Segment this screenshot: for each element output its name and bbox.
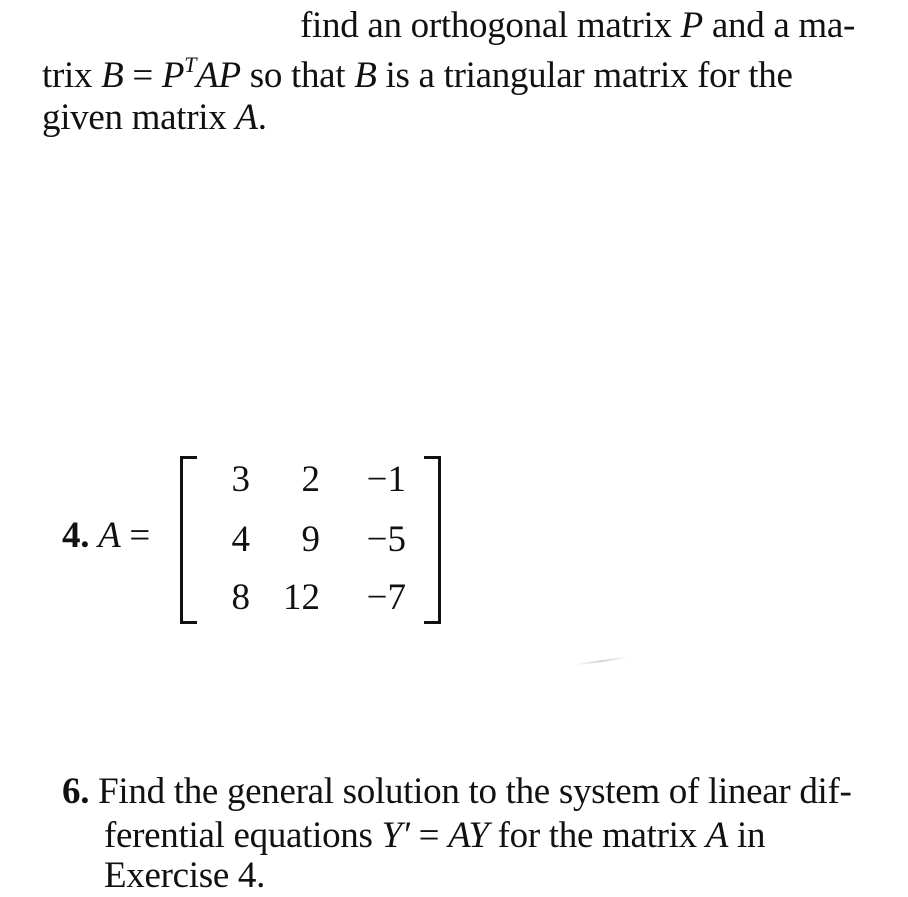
- matrix-cell-r3c3: −7: [366, 577, 406, 618]
- transpose-superscript: T: [184, 52, 197, 77]
- matrix-cell-r1c1: 3: [231, 459, 250, 500]
- intro-line-2-tail: is a triangular matrix for the: [376, 55, 793, 96]
- intro-line-2-pre: trix: [42, 55, 102, 96]
- problem-6-line-2-tail: in: [728, 815, 766, 856]
- problem-6-line-2-pre: ferential equations: [104, 815, 382, 856]
- matrix-right-bracket: [424, 456, 441, 624]
- var-P-transpose: P: [161, 55, 185, 96]
- matrix-cell-r2c3: −5: [366, 519, 406, 560]
- equals-sign: =: [123, 55, 162, 96]
- intro-line-1-text: find an orthogonal matrix: [300, 5, 681, 46]
- var-Y-prime: Y′: [381, 815, 410, 856]
- problem-6-text-1: Find the general solution to the system of linear dif-: [98, 771, 852, 812]
- matrix-cell-r2c1: 4: [231, 519, 250, 560]
- problem-6-line-2: [104, 814, 765, 857]
- problem-4-number: 4.: [62, 515, 90, 556]
- var-P-2: P: [218, 55, 241, 96]
- problem-4-var-A: A: [98, 515, 121, 556]
- var-A-intro: A: [235, 97, 258, 138]
- intro-line-1-tail: and a ma-: [702, 5, 856, 46]
- matrix-cell-r1c3: −1: [366, 459, 406, 500]
- var-A: A: [196, 55, 219, 96]
- var-A-problem-6: A: [705, 815, 729, 856]
- var-P: P: [680, 5, 703, 46]
- problem-6-line-1: [62, 770, 852, 813]
- matrix-cell-r3c2: 12: [283, 577, 320, 618]
- var-B: B: [101, 55, 124, 96]
- problem-6-line-3: [104, 854, 265, 897]
- var-AY: AY: [448, 815, 489, 856]
- intro-line-3-text: given matrix: [42, 97, 236, 138]
- matrix-cell-r2c2: 9: [301, 519, 320, 560]
- intro-line-2: [42, 52, 793, 97]
- problem-4-equals: =: [129, 515, 150, 556]
- intro-line-1: [300, 4, 855, 47]
- var-B-2: B: [354, 55, 377, 96]
- problem-6-number: 6.: [62, 771, 90, 812]
- intro-line-2-mid: so that: [240, 55, 355, 96]
- problem-6-line-2-mid: for the matrix: [488, 815, 706, 856]
- scan-smudge: [576, 656, 628, 665]
- intro-line-3: [42, 96, 267, 139]
- matrix-cell-r1c2: 2: [301, 459, 320, 500]
- matrix-cell-r3c1: 8: [231, 577, 250, 618]
- problem-6-equals: =: [409, 815, 449, 856]
- problem-6-text-3: Exercise 4.: [104, 855, 266, 896]
- problem-4-label: [62, 514, 150, 557]
- intro-line-3-end: .: [257, 97, 267, 138]
